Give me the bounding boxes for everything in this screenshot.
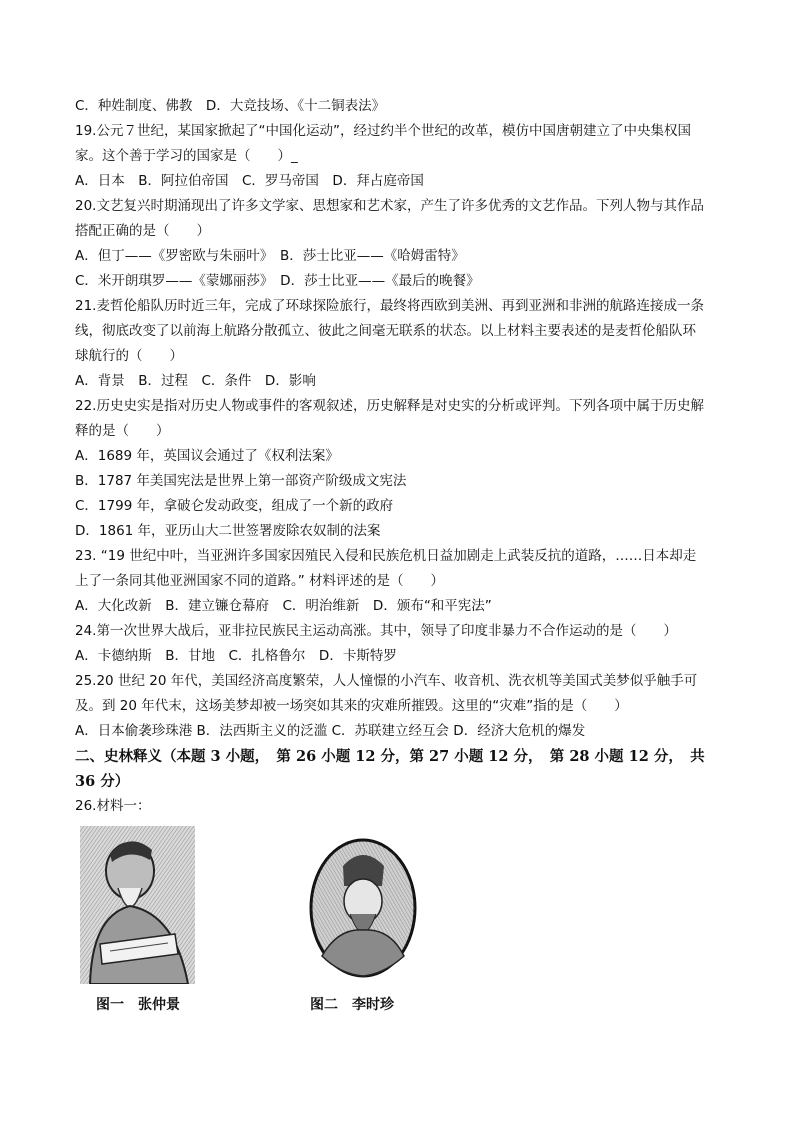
q24-options: A．卡德纳斯 B．甘地 C．扎格鲁尔 D．卡斯特罗: [75, 648, 397, 664]
q19-options: A．日本 B．阿拉伯帝国 C．罗马帝国 D．拜占庭帝国: [75, 173, 424, 189]
q26-figures: [80, 826, 640, 1026]
q26-material-label: 26.材料一：: [75, 798, 151, 814]
q22-stem-line2: 释的是（ ）: [75, 423, 170, 439]
q22-option-c: C．1799 年，拿破仑发动政变，组成了一个新的政府: [75, 498, 394, 514]
q22-option-d: D．1861 年，亚历山大二世签署废除农奴制的法案: [75, 523, 381, 539]
q20-stem-line2: 搭配正确的是（ ）: [75, 223, 210, 239]
q21-options: A．背景 B．过程 C．条件 D．影响: [75, 373, 316, 389]
q25-options: A．日本偷袭珍珠港 B．法西斯主义的泛滥 C．苏联建立经互会 D．经济大危机的爆发: [75, 723, 586, 739]
figure-1: [80, 826, 195, 1014]
q21-stem-line3: 球航行的（ ）: [75, 348, 183, 364]
portrait-zhang-zhongjing-icon: [80, 826, 195, 984]
q22-stem-line1: 22.历史史实是指对历史人物或事件的客观叙述，历史解释是对史实的分析或评判。下列各项中属于历史解: [75, 398, 704, 414]
section-2-title-line1: 二、史林释义（本题 3 小题， 第 26 小题 12 分，第 27 小题 12 分， 第 28 小题 12 分， 共: [75, 748, 705, 765]
figure-2: [308, 826, 418, 1014]
portrait-li-shizhen-icon: [308, 826, 418, 984]
q22-option-a: A．1689 年，英国议会通过了《权利法案》: [75, 448, 339, 464]
figure-1-caption: 图一 张仲景: [96, 997, 180, 1013]
q18-options-cd: C．种姓制度、佛教 D．大竞技场、《十二铜表法》: [75, 98, 386, 114]
q25-stem-line2: 及。到 20 年代末，这场美梦却被一场突如其来的灾难所摧毁。这里的“灾难”指的是（ ）: [75, 698, 628, 714]
q19-stem-line1: 19.公元７世纪，某国家掀起了“中国化运动”，经过约半个世纪的改革，模仿中国唐朝建立了中央集权国: [75, 123, 691, 139]
q20-stem-line1: 20.文艺复兴时期涌现出了许多文学家、思想家和艺术家，产生了许多优秀的文艺作品。下列人物与其作品: [75, 198, 704, 214]
q20-options-cd: C．米开朗琪罗——《蒙娜丽莎》 D．莎士比亚——《最后的晚餐》: [75, 273, 480, 289]
q23-options: A．大化改新 B．建立镰仓幕府 C．明治维新 D．颁布“和平宪法”: [75, 598, 492, 614]
q23-stem-line2: 上了一条同其他亚洲国家不同的道路。” 材料评述的是（ ）: [75, 573, 445, 589]
q20-options-ab: A．但丁——《罗密欧与朱丽叶》 B．莎士比亚——《哈姆雷特》: [75, 248, 465, 264]
q24-stem: 24.第一次世界大战后，亚非拉民族民主运动高涨。其中，领导了印度非暴力不合作运动的是（ ）: [75, 623, 677, 639]
q19-stem-line2: 家。这个善于学习的国家是（ ）_: [75, 148, 298, 164]
q21-stem-line2: 线，彻底改变了以前海上航路分散孤立、彼此之间毫无联系的状态。以上材料主要表述的是麦哲伦船队环: [75, 323, 696, 339]
q23-stem-line1: 23. “19 世纪中叶，当亚洲许多国家因殖民入侵和民族危机日益加剧走上武装反抗的道路，……日本却走: [75, 548, 697, 564]
q25-stem-line1: 25.20 世纪 20 年代，美国经济高度繁荣，人人憧憬的小汽车、收音机、洗衣机等美国式美梦似乎触手可: [75, 673, 698, 689]
q21-stem-line1: 21.麦哲伦船队历时近三年，完成了环球探险旅行，最终将西欧到美洲、再到亚洲和非洲的航路连接成一条: [75, 298, 704, 314]
exam-text: [75, 94, 725, 819]
section-2-title-line2: 36 分）: [75, 773, 130, 790]
figure-2-caption: 图二 李时珍: [310, 997, 394, 1013]
q22-option-b: B．1787 年美国宪法是世界上第一部资产阶级成文宪法: [75, 473, 407, 489]
